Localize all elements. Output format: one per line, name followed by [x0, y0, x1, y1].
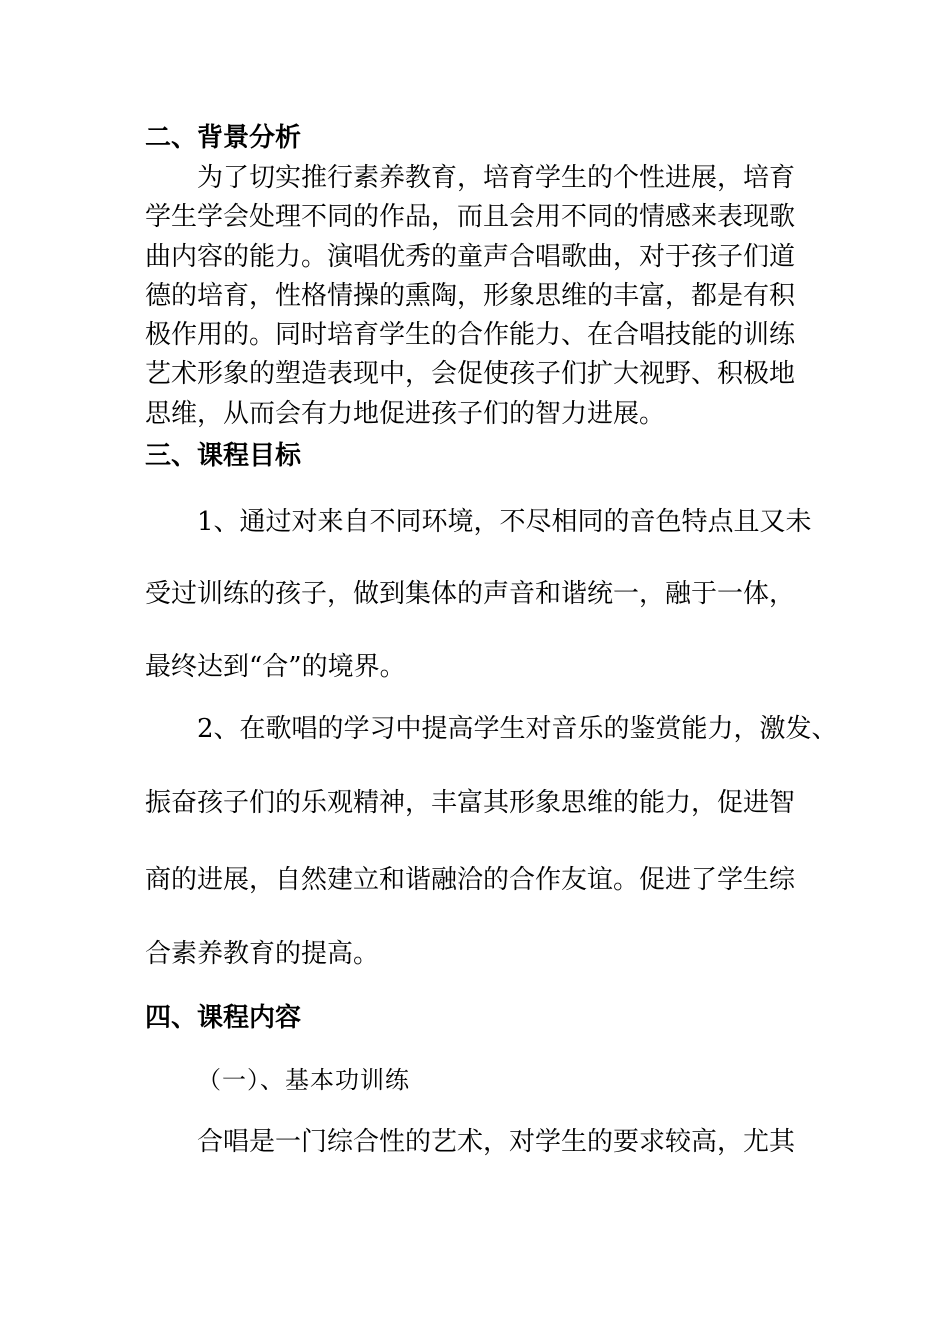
goal-item-2-line: 2、在歌唱的学习中提高学生对音乐的鉴赏能力，激发、 — [197, 714, 838, 744]
paragraph-line: 德的培育，性格情操的熏陶，形象思维的丰富，都是有积 — [145, 280, 796, 311]
paragraph-line: 曲内容的能力。演唱优秀的童声合唱歌曲，对于孩子们道 — [145, 241, 796, 272]
goal-item-2-line: 合素养教育的提高。 — [145, 939, 380, 969]
goal-item-1-line: 1、通过对来自不同环境，不尽相同的音色特点且又未 — [197, 507, 812, 537]
paragraph-line: 为了切实推行素养教育，培育学生的个性进展，培育 — [197, 163, 796, 193]
subsection-heading: （一）、基本功训练 — [197, 1066, 410, 1094]
goal-item-2-line: 振奋孩子们的乐观精神，丰富其形象思维的能力，促进智 — [145, 788, 796, 818]
goal-item-1-line: 受过训练的孩子，做到集体的声音和谐统一，融于一体， — [145, 579, 796, 609]
section-heading-content: 四、课程内容 — [145, 1003, 302, 1033]
content-paragraph-line: 合唱是一门综合性的艺术，对学生的要求较高，尤其 — [197, 1127, 796, 1157]
goal-item-2-line: 商的进展，自然建立和谐融洽的合作友谊。促进了学生综 — [145, 865, 796, 895]
paragraph-line: 极作用的。同时培育学生的合作能力、在合唱技能的训练 — [145, 320, 796, 351]
goal-item-1-line: 最终达到“合”的境界。 — [145, 652, 406, 682]
paragraph-line: 思维，从而会有力地促进孩子们的智力进展。 — [145, 398, 666, 429]
section-heading-goals: 三、课程目标 — [145, 441, 302, 471]
paragraph-line: 学生学会处理不同的作品，而且会用不同的情感来表现歌 — [145, 202, 796, 233]
background-paragraph — [145, 159, 795, 434]
paragraph-line: 艺术形象的塑造表现中，会促使孩子们扩大视野、积极地 — [145, 359, 796, 390]
section-heading-background: 二、背景分析 — [145, 123, 302, 153]
